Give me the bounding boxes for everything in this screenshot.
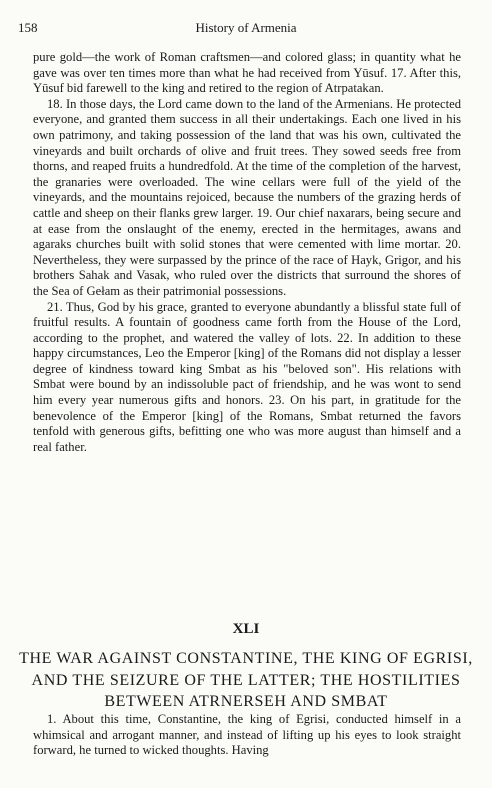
paragraph: pure gold—the work of Roman craftsmen—and colored glass; in quantity what he gave was over ten times more than what he had received from Yūsuf. 17. After this, Yūsuf bid farewell to the king and retired to the region of Atrpatakan. — [33, 50, 461, 96]
body-text — [33, 50, 461, 455]
chapter-heading — [18, 620, 474, 713]
paragraph: 18. In those days, the Lord came down to the land of the Armenians. He protected everyone, and granted them success in all their undertakings. Each one lived in his own patrimony, and taking possession of the land that was his own, cultivated the vineyards and built orchards of olive and fruit trees. They sowed seeds free from thorns, and reaped fruits a hundredfold. At the time of the completion of the harvest, the granaries were overloaded. The wine cellars were full of the yield of the vineyards, and the mountains rejoiced, because the numbers of the grazing herds of cattle and sheep on their flanks grew larger. 19. Our chief naxarars, being secure and at ease from the onslaught of the enemy, erected in the hermitages, awans and agaraks churches built with solid stones that were cemented with lime mortar. 20. Nevertheless, they were surpassed by the prince of the race of Hayk, Grigor, and his brothers Sahak and Vasak, who ruled over the districts that surround the shores of the Sea of Gełam as their patrimonial possessions. — [33, 96, 461, 298]
page-number: 158 — [18, 20, 38, 35]
chapter-body — [33, 712, 461, 759]
paragraph: 1. About this time, Constantine, the king of Egrisi, conducted himself in a whimsical and arrogant manner, and instead of lifting up his eyes to look straight forward, he turned to wicked thoughts. Having — [33, 712, 461, 758]
chapter-number: XLI — [232, 621, 260, 637]
paragraph: 21. Thus, God by his grace, granted to everyone abundantly a blissful state full of fruitful results. A fountain of goodness came forth from the House of the Lord, according to the prophet, and watered the valley of lots. 22. In addition to these happy circumstances, Leo the Emperor [king] of the Romans did not display a lesser degree of kindness toward king Smbat as his "beloved son". His relations with Smbat were bound by an indissoluble pact of friendship, and he was wont to send him every year numerous gifts and honors. 23. On his part, in gratitude for the benevolence of the Emperor [king] of the Romans, Smbat returned the favors tenfold with generous gifts, befitting one who was more august than himself and a real father. — [33, 299, 461, 454]
running-title: History of Armenia — [195, 20, 297, 35]
chapter-title: THE WAR AGAINST CONSTANTINE, THE KING OF EGRISI, AND THE SEIZURE OF THE LATTER; THE HOSTILITIES BETWEEN ATRNERSEH AND SMBAT — [19, 650, 473, 710]
